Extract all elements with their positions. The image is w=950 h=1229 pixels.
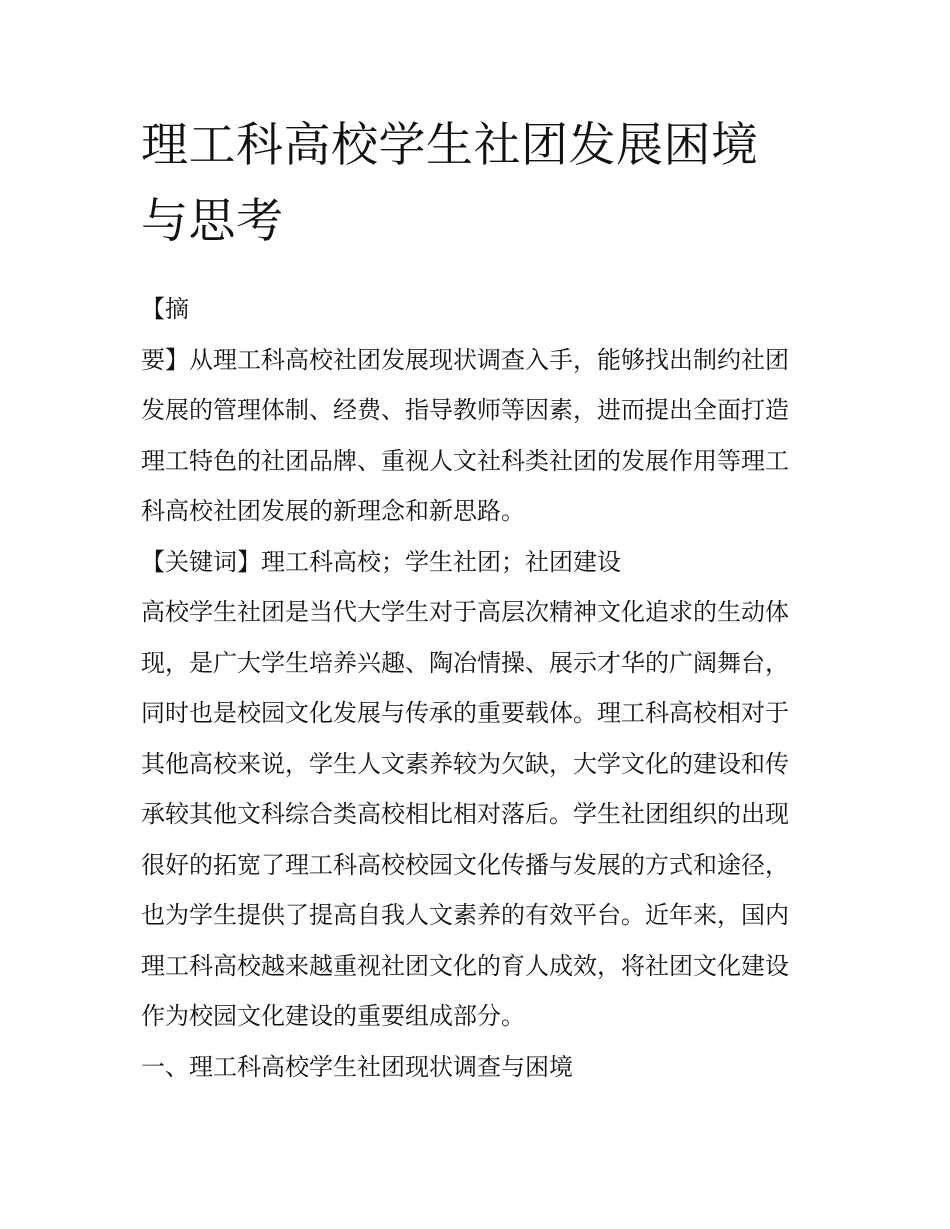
title-line: 理工科高校学生社团发展困境 <box>141 118 759 173</box>
intro-paragraph <box>141 587 821 1042</box>
document-page <box>141 108 821 1092</box>
title-line: 与思考 <box>141 194 284 249</box>
abstract-line: 要】从理工科高校社团发展现状调查入手，能够找出制约社团 <box>141 345 789 374</box>
paragraph-line: 承较其他文科综合类高校相比相对落后。学生社团组织的出现 <box>141 800 789 828</box>
document-title <box>141 108 821 260</box>
paragraph-line: 同时也是校园文化发展与传承的重要载体。理工科高校相对于 <box>141 699 789 727</box>
paragraph-line: 作为校园文化建设的重要组成部分。 <box>141 1002 525 1030</box>
paragraph-line: 很好的拓宽了理工科高校校园文化传播与发展的方式和途径， <box>141 850 789 879</box>
paragraph-line: 高校学生社团是当代大学生对于高层次精神文化追求的生动体 <box>141 598 789 626</box>
paragraph-line: 现，是广大学生培养兴趣、陶冶情操、展示才华的广阔舞台， <box>141 648 789 677</box>
abstract-line: 发展的管理体制、经费、指导教师等因素，进而提出全面打造 <box>141 396 789 424</box>
abstract-line: 【摘 <box>141 295 189 323</box>
paragraph-line: 也为学生提供了提高自我人文素养的有效平台。近年来，国内 <box>141 901 789 929</box>
paragraph-line: 其他高校来说，学生人文素养较为欠缺，大学文化的建设和传 <box>141 749 789 778</box>
abstract-line: 科高校社团发展的新理念和新思路。 <box>141 497 525 525</box>
section-heading: 一、理工科高校学生社团现状调查与困境 <box>141 1052 573 1081</box>
paragraph-line: 理工科高校越来越重视社团文化的育人成效，将社团文化建设 <box>141 951 789 980</box>
abstract-line: 理工特色的社团品牌、重视人文社科类社团的发展作用等理工 <box>141 446 789 475</box>
keywords: 【关键词】理工科高校；学生社团；社团建设 <box>141 547 621 576</box>
abstract <box>141 284 821 537</box>
document-body <box>141 284 821 1092</box>
